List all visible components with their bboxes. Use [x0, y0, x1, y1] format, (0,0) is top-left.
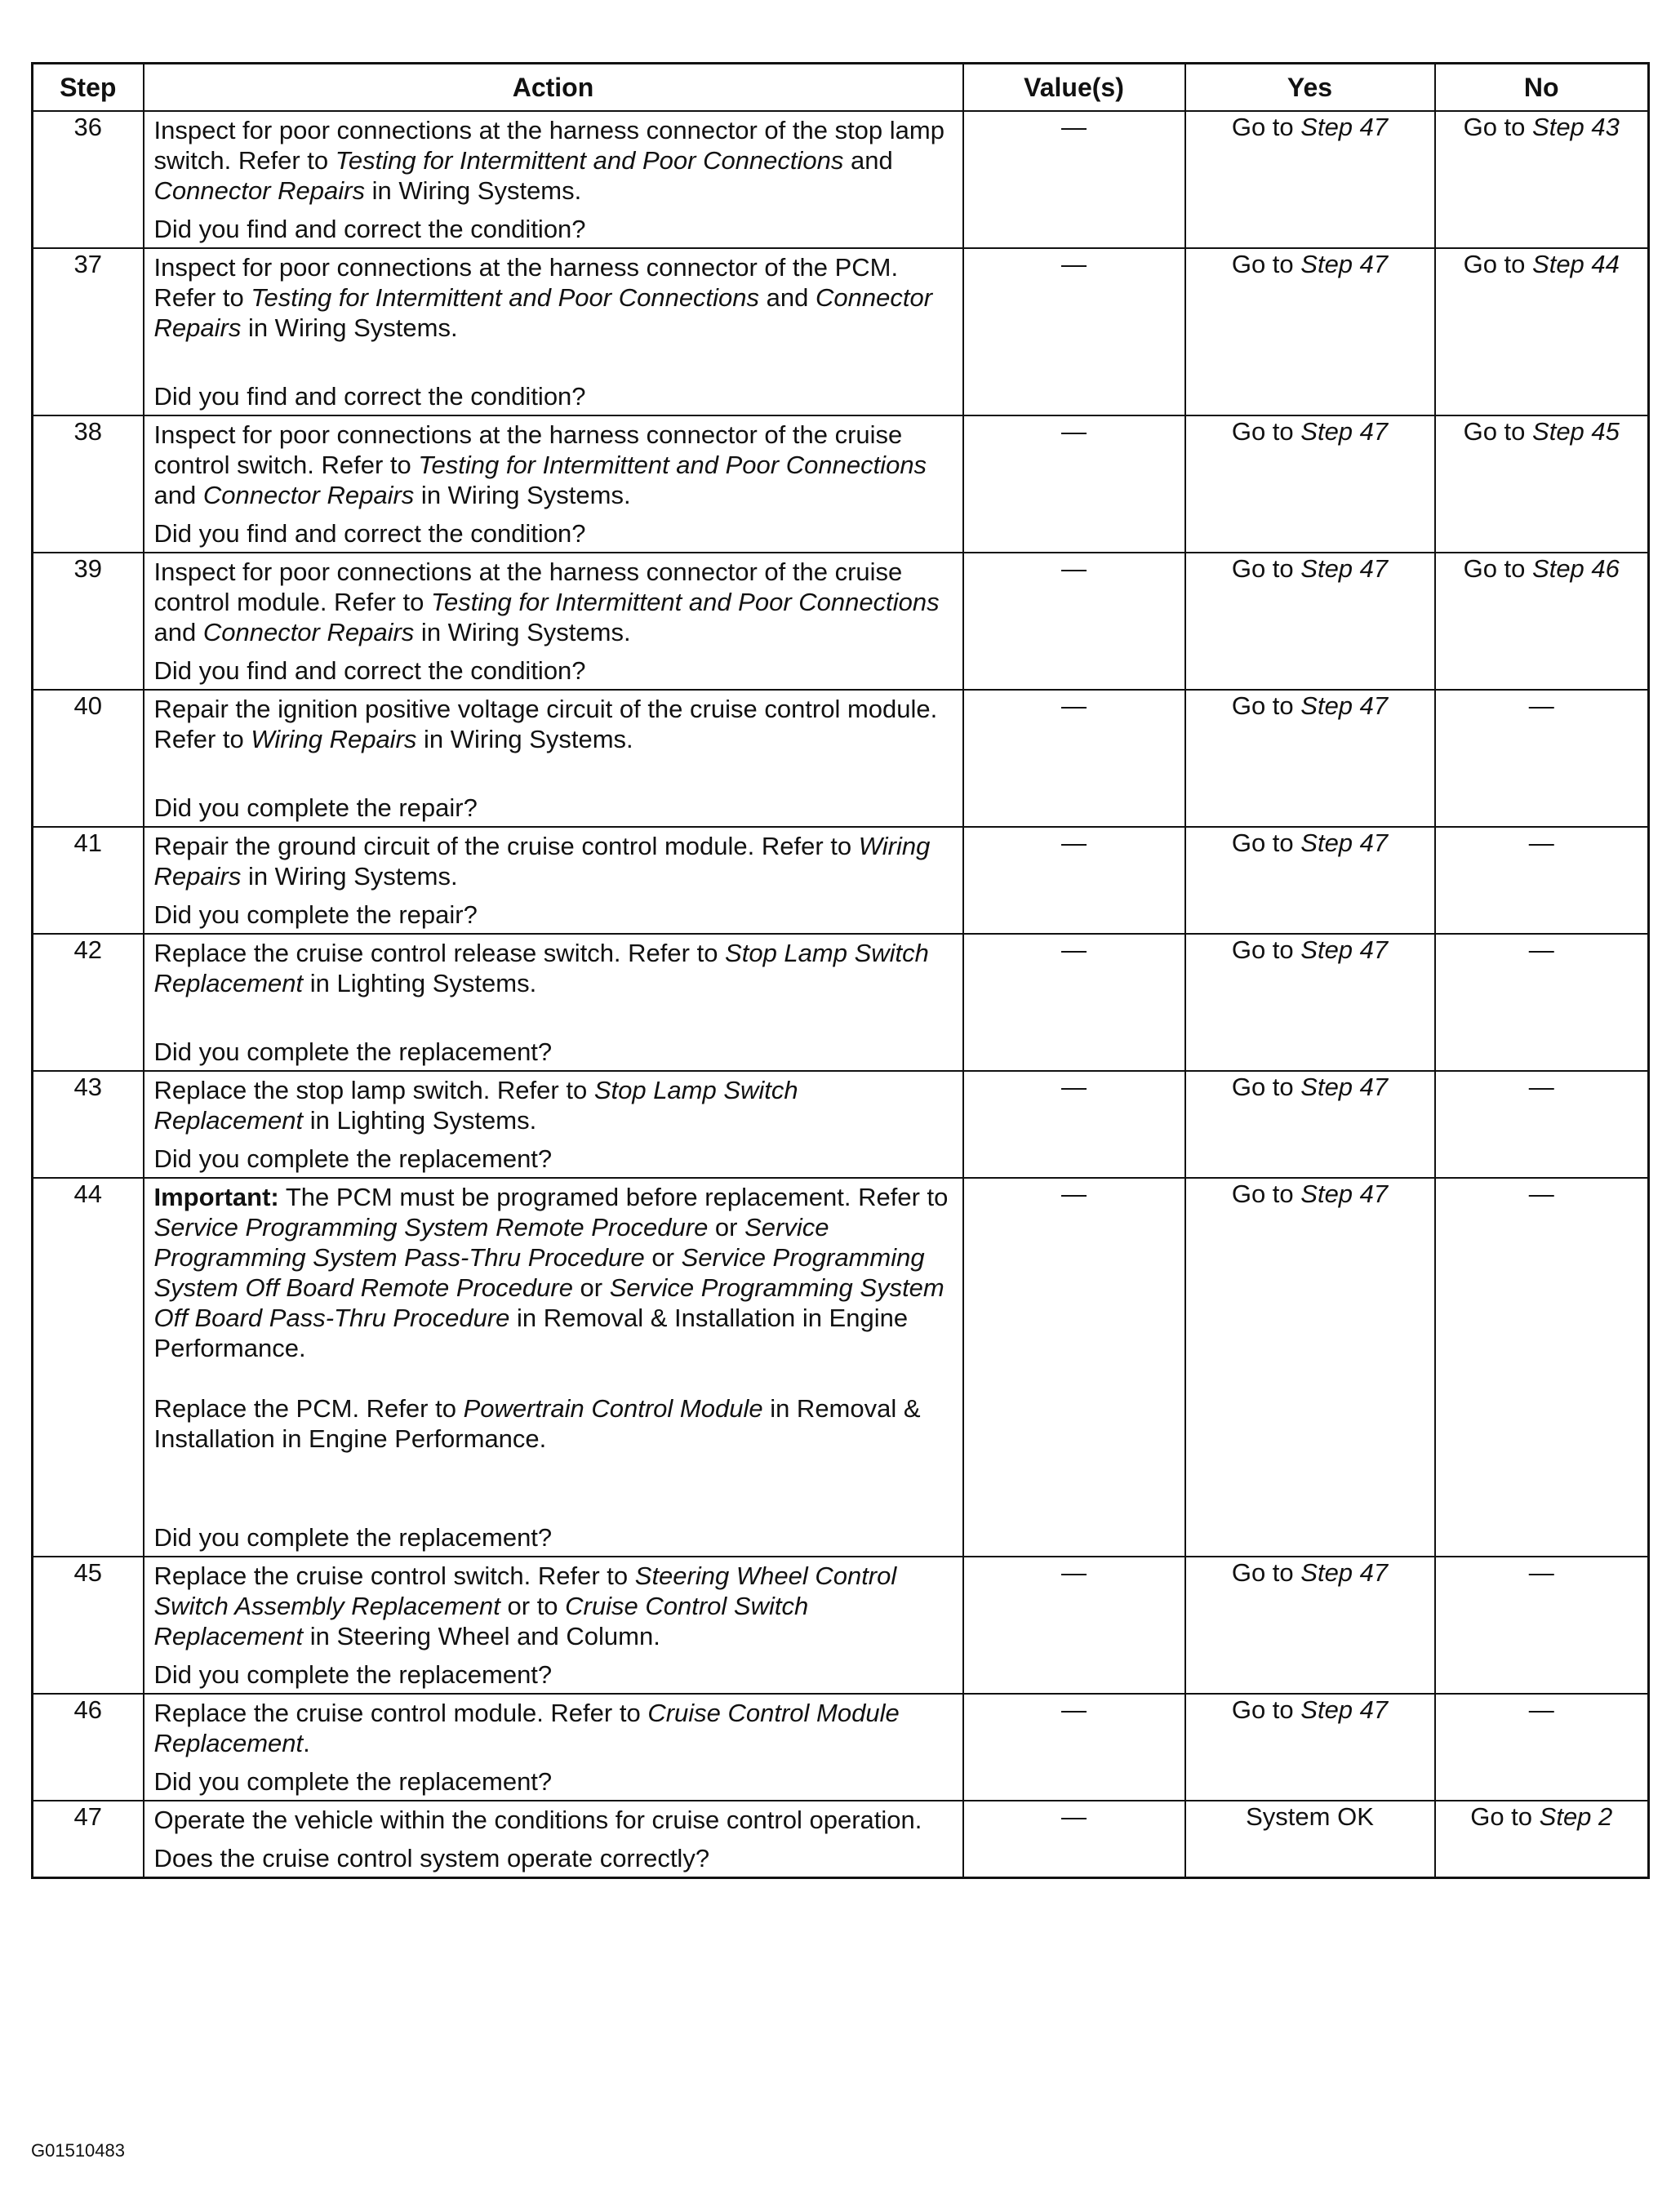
- reference-link-text: Testing for Intermittent and Poor Connections: [430, 588, 940, 616]
- action-text: Inspect for poor connections at the harness connector of the stop lamp switch. Refer to: [153, 116, 944, 175]
- action-text: and: [153, 481, 203, 509]
- reference-link-text: Powertrain Control Module: [463, 1394, 763, 1423]
- reference-link-text: Cruise Control Module Replacement: [153, 1699, 900, 1757]
- reference-link-text: Service Programming System Off Board Remote Procedure: [153, 1243, 925, 1302]
- yes-step-ref: Step 47: [1300, 1558, 1389, 1587]
- yes-cell: [1185, 1694, 1435, 1801]
- action-cell: [144, 1557, 963, 1694]
- action-text: in Steering Wheel and Column.: [303, 1622, 660, 1650]
- action-question: Did you complete the repair?: [153, 793, 478, 822]
- yes-step-ref: Step 47: [1300, 113, 1389, 141]
- action-cell: [144, 934, 963, 1071]
- header-yes: Yes: [1185, 64, 1435, 112]
- action-question: Did you complete the replacement?: [153, 1767, 553, 1796]
- step-number: 36: [33, 111, 144, 248]
- reference-link-text: Connector Repairs: [153, 176, 365, 205]
- no-cell: —: [1435, 690, 1649, 827]
- yes-step-ref: Step 47: [1300, 417, 1389, 446]
- action-paragraph: [154, 1805, 954, 1835]
- value-cell: —: [963, 111, 1185, 248]
- yes-step-ref: Step 47: [1300, 691, 1389, 720]
- action-text: Repair the ignition positive voltage circuit of the cruise control module. Refer to: [153, 695, 938, 753]
- action-paragraph: [154, 557, 954, 647]
- action-text: in Wiring Systems.: [241, 862, 458, 891]
- no-cell: [1435, 553, 1649, 690]
- action-text: Inspect for poor connections at the harness connector of the PCM. Refer to: [153, 253, 899, 312]
- action-cell: [144, 111, 963, 248]
- table-row: [33, 553, 1649, 690]
- yes-cell: [1185, 553, 1435, 690]
- diagnostic-document: [31, 62, 1647, 1879]
- action-text: in Lighting Systems.: [303, 969, 537, 997]
- value-cell: —: [963, 1694, 1185, 1801]
- action-cell: [144, 553, 963, 690]
- step-number: 42: [33, 934, 144, 1071]
- step-number: 41: [33, 827, 144, 934]
- value-cell: —: [963, 1071, 1185, 1178]
- action-question: Did you complete the replacement?: [153, 1037, 553, 1066]
- reference-link-text: Connector Repairs: [202, 618, 415, 646]
- action-text: or: [572, 1273, 610, 1302]
- value-cell: —: [963, 1178, 1185, 1557]
- reference-link-text: Cruise Control Switch Replacement: [153, 1592, 809, 1650]
- yes-cell: [1185, 415, 1435, 553]
- no-cell: [1435, 1801, 1649, 1878]
- no-step-ref: Step 45: [1532, 417, 1620, 446]
- action-text: Replace the stop lamp switch. Refer to: [153, 1076, 594, 1104]
- action-text: Replace the cruise control switch. Refer to: [153, 1562, 635, 1590]
- yes-text: Go to: [1231, 691, 1301, 720]
- reference-link-text: Testing for Intermittent and Poor Connections: [335, 146, 844, 175]
- no-text: Go to: [1470, 1802, 1540, 1831]
- yes-text: Go to: [1231, 1558, 1301, 1587]
- action-text: Replace the cruise control release switch. Refer to: [153, 939, 726, 967]
- action-paragraph: [154, 1182, 954, 1363]
- yes-text: Go to: [1231, 417, 1301, 446]
- action-text: in Wiring Systems.: [414, 618, 631, 646]
- no-cell: [1435, 111, 1649, 248]
- header-row: [33, 64, 1649, 112]
- step-number: 40: [33, 690, 144, 827]
- no-text: Go to: [1463, 113, 1533, 141]
- yes-text: Go to: [1231, 1695, 1301, 1724]
- action-paragraph: [154, 252, 954, 343]
- action-text: or to: [500, 1592, 566, 1620]
- table-body: [33, 111, 1649, 1878]
- yes-text: Go to: [1231, 554, 1301, 583]
- table-row: [33, 934, 1649, 1071]
- action-paragraph: [154, 1393, 954, 1454]
- action-paragraph: [154, 938, 954, 998]
- action-text: The PCM must be programed before replacement. Refer to: [278, 1183, 949, 1211]
- yes-step-ref: Step 47: [1300, 1179, 1389, 1208]
- yes-text: Go to: [1231, 935, 1301, 964]
- yes-step-ref: Step 47: [1300, 829, 1389, 857]
- reference-link-text: Steering Wheel Control Switch Assembly Replacement: [153, 1562, 897, 1620]
- no-cell: —: [1435, 1694, 1649, 1801]
- action-text: Repair the ground circuit of the cruise control module. Refer to: [153, 832, 859, 860]
- yes-cell: [1185, 1071, 1435, 1178]
- table-row: [33, 1178, 1649, 1557]
- header-step: Step: [33, 64, 144, 112]
- no-cell: —: [1435, 827, 1649, 934]
- action-text: and: [843, 146, 893, 175]
- action-question: Did you find and correct the condition?: [153, 215, 586, 243]
- step-number: 45: [33, 1557, 144, 1694]
- figure-code: G01510483: [31, 2140, 125, 2161]
- action-text: in Wiring Systems.: [416, 725, 633, 753]
- action-text: in Removal & Installation in Engine Performance.: [153, 1394, 921, 1453]
- no-step-ref: Step 2: [1539, 1802, 1613, 1831]
- step-number: 39: [33, 553, 144, 690]
- diagnostic-table: [31, 62, 1650, 1879]
- action-cell: [144, 1801, 963, 1878]
- yes-cell: [1185, 1801, 1435, 1878]
- table-row: [33, 1694, 1649, 1801]
- action-text: Operate the vehicle within the conditions for cruise control operation.: [153, 1806, 922, 1834]
- reference-link-text: Connector Repairs: [202, 481, 415, 509]
- yes-text: Go to: [1231, 829, 1301, 857]
- yes-step-ref: Step 47: [1300, 554, 1389, 583]
- reference-link-text: Service Programming System Pass-Thru Procedure: [153, 1213, 829, 1272]
- no-cell: —: [1435, 1557, 1649, 1694]
- step-number: 37: [33, 248, 144, 415]
- action-text: and: [759, 283, 816, 312]
- action-paragraph: [154, 831, 954, 891]
- table-row: [33, 1071, 1649, 1178]
- value-cell: —: [963, 1801, 1185, 1878]
- header-no: No: [1435, 64, 1649, 112]
- no-cell: —: [1435, 934, 1649, 1071]
- step-number: 44: [33, 1178, 144, 1557]
- yes-cell: [1185, 690, 1435, 827]
- action-text: .: [303, 1729, 310, 1757]
- action-question: Did you complete the repair?: [153, 900, 478, 929]
- no-text: Go to: [1463, 417, 1533, 446]
- value-cell: —: [963, 415, 1185, 553]
- value-cell: —: [963, 553, 1185, 690]
- table-row: [33, 1801, 1649, 1878]
- reference-link-text: Connector Repairs: [153, 283, 933, 342]
- action-text: in Wiring Systems.: [241, 313, 458, 342]
- no-cell: [1435, 415, 1649, 553]
- table-row: [33, 690, 1649, 827]
- important-label: Important:: [153, 1183, 279, 1211]
- action-paragraph: [154, 1561, 954, 1651]
- yes-text: Go to: [1231, 1179, 1301, 1208]
- no-cell: —: [1435, 1178, 1649, 1557]
- action-paragraph: [154, 1075, 954, 1135]
- yes-cell: [1185, 111, 1435, 248]
- header-values: Value(s): [963, 64, 1185, 112]
- paragraph-gap: [154, 1484, 954, 1514]
- action-question: Does the cruise control system operate correctly?: [153, 1844, 710, 1872]
- paragraph-gap: [154, 1363, 954, 1393]
- action-text: in Removal & Installation in Engine Performance.: [153, 1304, 909, 1362]
- action-text: Replace the cruise control module. Refer to: [153, 1699, 648, 1727]
- no-step-ref: Step 43: [1532, 113, 1620, 141]
- table-row: [33, 111, 1649, 248]
- action-text: in Wiring Systems.: [364, 176, 582, 205]
- action-cell: [144, 248, 963, 415]
- yes-step-ref: Step 47: [1300, 1073, 1389, 1101]
- action-text: or: [708, 1213, 745, 1242]
- action-question: Did you complete the replacement?: [153, 1523, 553, 1552]
- action-text: Inspect for poor connections at the harness connector of the cruise control module. Refer to: [153, 558, 903, 616]
- reference-link-text: Wiring Repairs: [153, 832, 931, 891]
- yes-text: Go to: [1231, 250, 1301, 278]
- action-question: Did you find and correct the condition?: [153, 656, 586, 685]
- yes-text: Go to: [1231, 113, 1301, 141]
- action-text: Replace the PCM. Refer to: [153, 1394, 464, 1423]
- paragraph-gap: [154, 754, 954, 784]
- reference-link-text: Stop Lamp Switch Replacement: [153, 939, 929, 997]
- action-cell: [144, 827, 963, 934]
- action-question: Did you complete the replacement?: [153, 1144, 553, 1173]
- yes-text: Go to: [1231, 1073, 1301, 1101]
- value-cell: —: [963, 1557, 1185, 1694]
- action-paragraph: [154, 1698, 954, 1758]
- step-number: 46: [33, 1694, 144, 1801]
- header-action: Action: [144, 64, 963, 112]
- action-text: in Wiring Systems.: [414, 481, 631, 509]
- yes-cell: [1185, 827, 1435, 934]
- table-row: [33, 248, 1649, 415]
- yes-cell: [1185, 934, 1435, 1071]
- no-cell: [1435, 248, 1649, 415]
- step-number: 38: [33, 415, 144, 553]
- step-number: 47: [33, 1801, 144, 1878]
- table-row: [33, 415, 1649, 553]
- action-cell: [144, 1178, 963, 1557]
- action-text: or: [644, 1243, 682, 1272]
- action-question: Did you find and correct the condition?: [153, 382, 586, 411]
- action-cell: [144, 415, 963, 553]
- no-text: Go to: [1463, 554, 1533, 583]
- paragraph-gap: [154, 343, 954, 373]
- reference-link-text: Testing for Intermittent and Poor Connections: [418, 451, 927, 479]
- action-paragraph: [154, 694, 954, 754]
- yes-cell: [1185, 248, 1435, 415]
- action-cell: [144, 1694, 963, 1801]
- yes-step-ref: Step 47: [1300, 1695, 1389, 1724]
- yes-cell: [1185, 1557, 1435, 1694]
- step-number: 43: [33, 1071, 144, 1178]
- value-cell: —: [963, 690, 1185, 827]
- paragraph-gap: [154, 1454, 954, 1484]
- action-text: Inspect for poor connections at the harness connector of the cruise control switch. Refer to: [153, 420, 903, 479]
- action-text: and: [153, 618, 203, 646]
- yes-cell: [1185, 1178, 1435, 1557]
- action-paragraph: [154, 420, 954, 510]
- action-cell: [144, 1071, 963, 1178]
- yes-step-ref: Step 47: [1300, 935, 1389, 964]
- table-row: [33, 827, 1649, 934]
- no-step-ref: Step 46: [1532, 554, 1620, 583]
- action-text: in Lighting Systems.: [303, 1106, 537, 1135]
- reference-link-text: Service Programming System Off Board Pass-Thru Procedure: [153, 1273, 944, 1332]
- yes-text: System OK: [1246, 1802, 1374, 1831]
- paragraph-gap: [154, 998, 954, 1028]
- no-text: Go to: [1463, 250, 1533, 278]
- action-cell: [144, 690, 963, 827]
- reference-link-text: Testing for Intermittent and Poor Connections: [251, 283, 760, 312]
- value-cell: —: [963, 248, 1185, 415]
- no-cell: —: [1435, 1071, 1649, 1178]
- reference-link-text: Stop Lamp Switch Replacement: [153, 1076, 798, 1135]
- action-question: Did you complete the replacement?: [153, 1660, 553, 1689]
- action-question: Did you find and correct the condition?: [153, 519, 586, 548]
- value-cell: —: [963, 827, 1185, 934]
- reference-link-text: Wiring Repairs: [251, 725, 417, 753]
- yes-step-ref: Step 47: [1300, 250, 1389, 278]
- table-row: [33, 1557, 1649, 1694]
- no-step-ref: Step 44: [1532, 250, 1620, 278]
- value-cell: —: [963, 934, 1185, 1071]
- action-paragraph: [154, 115, 954, 206]
- reference-link-text: Service Programming System Remote Procedure: [153, 1213, 709, 1242]
